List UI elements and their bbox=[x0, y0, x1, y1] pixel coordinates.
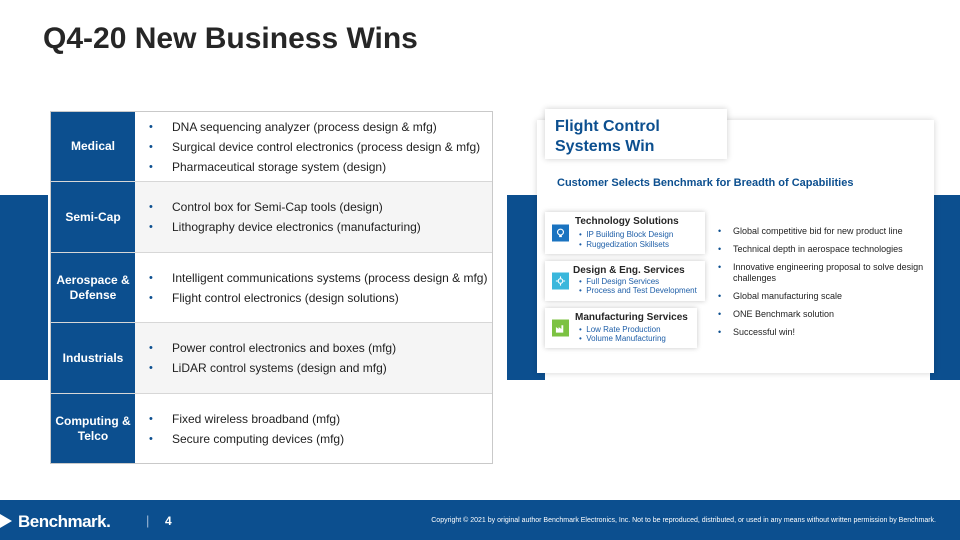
list-item bbox=[149, 197, 492, 217]
design-gear-icon bbox=[552, 273, 569, 290]
bullet-icon: • bbox=[149, 160, 153, 173]
list-item bbox=[149, 288, 492, 308]
list-item bbox=[149, 338, 492, 358]
table-row bbox=[51, 323, 492, 394]
table-row bbox=[51, 253, 492, 323]
list-item bbox=[149, 268, 492, 288]
item-text: Surgical device control electronics (process design & mfg) bbox=[172, 139, 481, 154]
bullet-icon: • bbox=[149, 291, 153, 304]
table-row bbox=[51, 112, 492, 182]
card-technology-solutions bbox=[545, 212, 705, 254]
bullet-icon: • bbox=[149, 221, 153, 233]
item-text: Lithography device electronics (manufacturing) bbox=[172, 220, 421, 234]
card-manufacturing-services bbox=[545, 308, 697, 348]
bullet-icon: • bbox=[718, 262, 722, 272]
wins-table bbox=[50, 111, 493, 464]
item-text: Technical depth in aerospace technologies bbox=[733, 244, 903, 254]
card-title: Manufacturing Services bbox=[575, 312, 688, 323]
card-item: • IP Building Block Design bbox=[579, 230, 674, 239]
list-item bbox=[149, 409, 492, 429]
copyright-notice: Copyright © 2021 by original author Benchmark Electronics, Inc. Not to be reproduced, distributed, or used in any means without written permission by Benchmark. bbox=[431, 517, 936, 524]
item-text: Intelligent communications systems (process design & mfg) bbox=[172, 270, 488, 285]
list-item bbox=[149, 137, 492, 157]
row-label: Semi-Cap bbox=[51, 182, 135, 252]
win-reasons-list bbox=[718, 226, 928, 345]
table-row bbox=[51, 394, 492, 463]
panel-subheading: Customer Selects Benchmark for Breadth of Capabilities bbox=[557, 177, 854, 189]
row-items bbox=[135, 253, 492, 322]
benchmark-logo: Benchmark. bbox=[0, 512, 110, 532]
row-items bbox=[135, 394, 492, 463]
bullet-icon: • bbox=[718, 309, 722, 319]
item-text: Global manufacturing scale bbox=[733, 291, 843, 301]
bullet-icon: • bbox=[149, 271, 153, 284]
bullet-icon: • bbox=[149, 120, 153, 133]
lightbulb-icon bbox=[552, 225, 569, 242]
callout-box bbox=[545, 109, 727, 159]
list-item bbox=[718, 309, 928, 320]
item-text: Control box for Semi-Cap tools (design) bbox=[172, 200, 383, 214]
row-items bbox=[135, 323, 492, 393]
list-item bbox=[718, 244, 928, 255]
left-accent-bar bbox=[0, 195, 48, 380]
row-label: Computing & Telco bbox=[51, 394, 135, 463]
bullet-icon: • bbox=[718, 226, 722, 236]
row-label: Aerospace & Defense bbox=[51, 253, 135, 322]
logo-arrow-icon bbox=[0, 514, 12, 528]
card-design-eng-services bbox=[545, 261, 705, 301]
row-items bbox=[135, 182, 492, 252]
item-text: DNA sequencing analyzer (process design & mfg) bbox=[172, 119, 437, 134]
card-item: • Ruggedization Skillsets bbox=[579, 240, 669, 249]
list-item bbox=[718, 226, 928, 237]
card-item: • Process and Test Development bbox=[579, 286, 697, 295]
list-item bbox=[149, 157, 492, 177]
callout-title: Flight Control Systems Win bbox=[555, 118, 660, 155]
row-label: Medical bbox=[51, 112, 135, 181]
list-item bbox=[718, 291, 928, 302]
bullet-icon: • bbox=[149, 201, 153, 213]
bullet-icon: • bbox=[718, 291, 722, 301]
item-text: Pharmaceutical storage system (design) bbox=[172, 159, 387, 174]
card-title: Design & Eng. Services bbox=[573, 265, 685, 276]
footer-bar bbox=[0, 500, 960, 540]
item-text: ONE Benchmark solution bbox=[733, 309, 835, 319]
card-item: • Volume Manufacturing bbox=[579, 334, 666, 343]
list-item bbox=[149, 429, 492, 449]
bullet-icon: • bbox=[149, 342, 153, 354]
item-text: Global competitive bid for new product line bbox=[733, 226, 903, 236]
bullet-icon: • bbox=[149, 362, 153, 374]
list-item bbox=[149, 358, 492, 378]
bullet-icon: • bbox=[718, 327, 722, 337]
bullet-icon: • bbox=[149, 412, 153, 425]
item-text: Secure computing devices (mfg) bbox=[172, 431, 345, 446]
row-label: Industrials bbox=[51, 323, 135, 393]
table-row bbox=[51, 182, 492, 253]
item-text: Successful win! bbox=[733, 327, 796, 337]
card-item: • Full Design Services bbox=[579, 277, 660, 286]
item-text: Fixed wireless broadband (mfg) bbox=[172, 411, 341, 426]
bullet-icon: • bbox=[149, 140, 153, 153]
bullet-icon: • bbox=[718, 244, 722, 254]
list-item bbox=[149, 117, 492, 137]
row-items bbox=[135, 112, 492, 181]
footer-separator: | bbox=[146, 513, 150, 528]
card-title: Technology Solutions bbox=[575, 216, 679, 227]
list-item bbox=[718, 327, 928, 338]
slide-title: Q4-20 New Business Wins bbox=[43, 22, 418, 55]
item-text: Innovative engineering proposal to solve design challenges bbox=[733, 262, 924, 283]
right-accent-bar bbox=[930, 195, 960, 380]
page-number: 4 bbox=[165, 514, 172, 528]
item-text: Flight control electronics (design solutions) bbox=[172, 290, 399, 305]
list-item bbox=[149, 217, 492, 237]
item-text: LiDAR control systems (design and mfg) bbox=[172, 361, 387, 375]
bullet-icon: • bbox=[149, 432, 153, 445]
item-text: Power control electronics and boxes (mfg) bbox=[172, 341, 397, 355]
list-item bbox=[718, 262, 928, 284]
card-item: • Low Rate Production bbox=[579, 325, 661, 334]
factory-icon bbox=[552, 320, 569, 337]
